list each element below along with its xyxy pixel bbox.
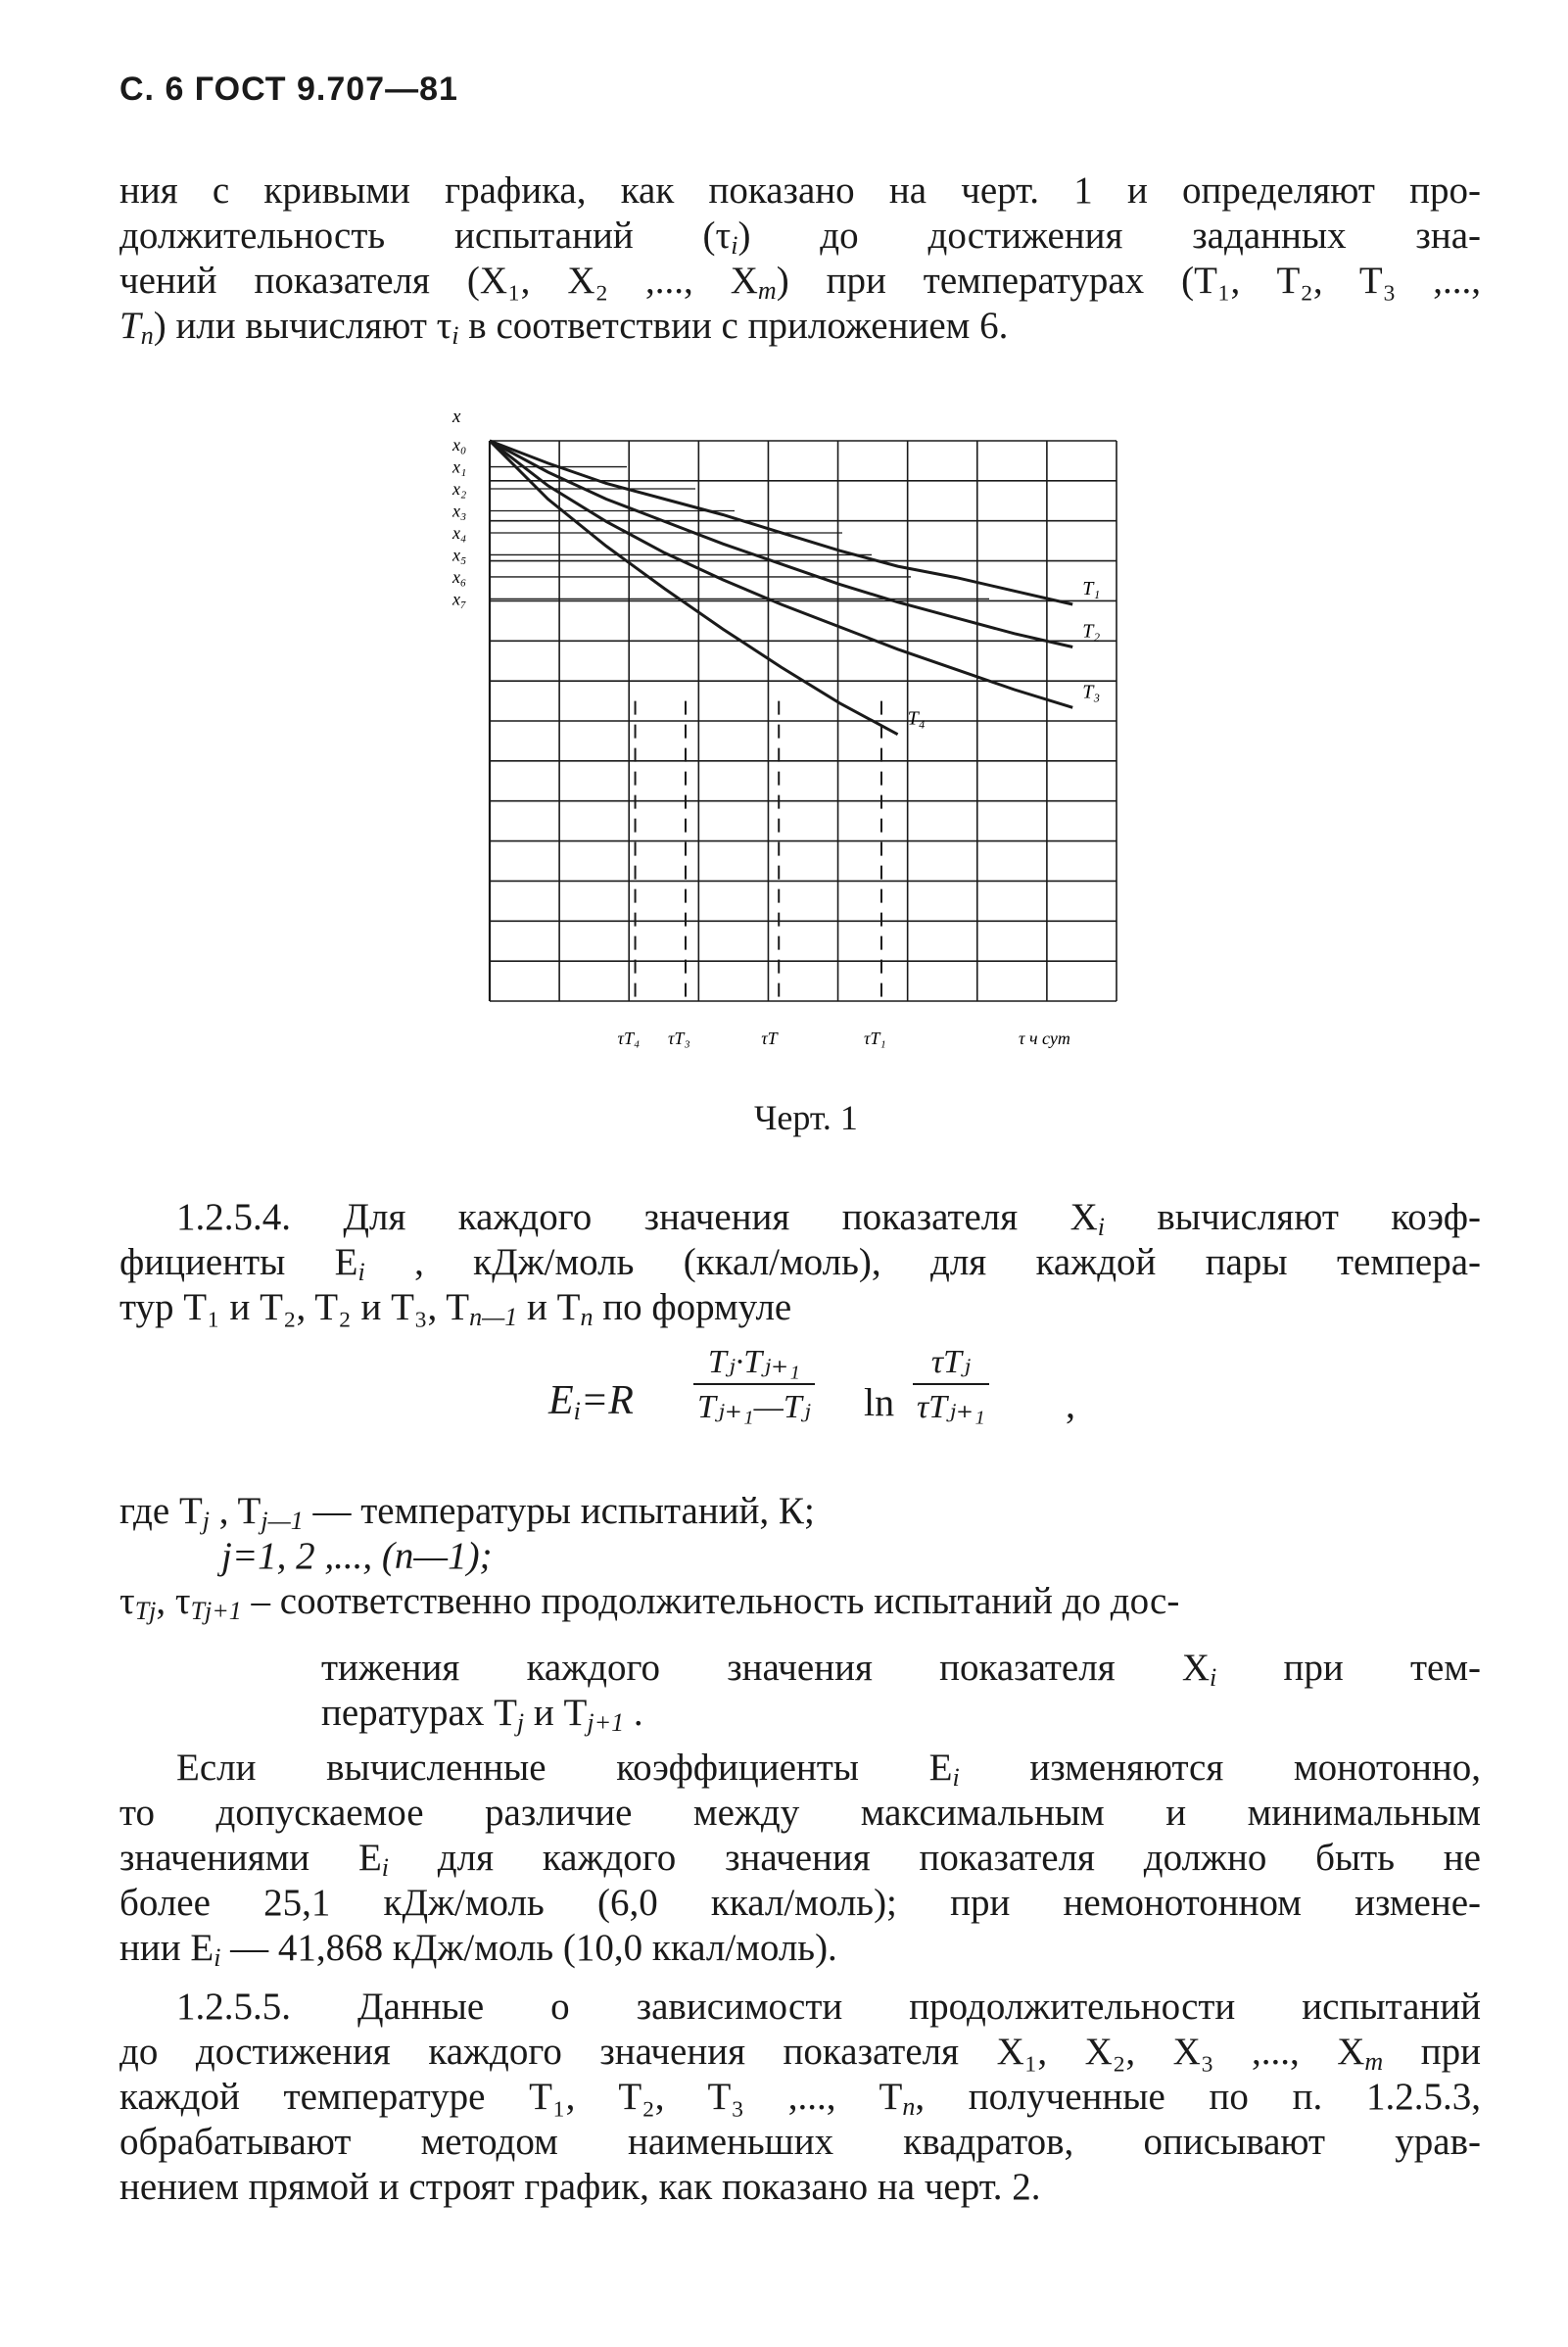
x-axis-label: τ ч сут: [1019, 1029, 1070, 1048]
x-tick-label: τT₃: [667, 1029, 690, 1048]
formula-denominator-2: τTⱼ₊₁: [917, 1389, 985, 1425]
para-mono-line-3: значениями $E_i$ для каждого значения показателя должно быть не: [119, 1837, 1481, 1882]
curve-label: T₁: [1082, 578, 1101, 600]
formula-numerator-2: τTⱼ: [930, 1344, 971, 1380]
para-1255-line-2: до достижения каждого значения показателя X₁, X₂, X₃ ,..., $X_m$ при: [119, 2031, 1481, 2076]
formula-ln: ln: [864, 1380, 895, 1424]
intro-line-2: должительность испытаний $(\tau_i)$ до достижения заданных зна-: [119, 215, 1481, 260]
x-tick-label: τT: [761, 1029, 778, 1048]
para-mono-line-5: нии $E_i$ — 41,868 кДж/моль (10,0 ккал/моль).: [119, 1927, 837, 1972]
y-tick-label: x₅: [452, 545, 467, 565]
y-tick-label: x₃: [452, 501, 467, 521]
formula-comma: ,: [1066, 1382, 1075, 1426]
para-1254-line-2: фициенты $E_i$ , кДж/моль (ккал/моль), для каждой пары темпера-: [119, 1241, 1481, 1286]
formula-fraction-durations: [913, 1342, 989, 1426]
para-1255-line-3: каждой температуре T₁, T₂, T₃ ,..., $T_n$, полученные по п. 1.2.5.3,: [119, 2076, 1481, 2121]
curve-label: T₃: [1082, 681, 1101, 703]
y-tick-label: x₇: [452, 589, 467, 609]
formula-numerator-1: Tⱼ·Tⱼ₊₁: [707, 1344, 800, 1380]
para-1255-line-1: 1.2.5.5. Данные о зависимости продолжительности испытаний: [176, 1986, 1481, 2028]
figure-1-chart: [431, 397, 1175, 1082]
where-line-4: тижения каждого значения показателя $X_i$ при тем-: [321, 1647, 1481, 1692]
formula-fraction-temperatures: [693, 1342, 815, 1426]
where-line-1: где $T_j$ , $T_{j—1}$ — температуры испытаний, К;: [119, 1490, 815, 1535]
y-tick-label: x₀: [452, 435, 467, 455]
para-1255-line-4: обрабатывают методом наименьших квадратов, описывают урав-: [119, 2121, 1481, 2163]
para-1254-line-3: тур T₁ и T₂, T₂ и T₃, $T_{n—1}$ и $T_n$ по формуле: [119, 1286, 792, 1331]
where-line-2: j=1, 2 ,..., (n—1);: [221, 1535, 493, 1577]
y-tick-label: x₆: [452, 566, 467, 587]
where-line-3: $\tau_{Tj}$, $\tau_{Tj+1}$ – соответственно продолжительность испытаний до дос-: [119, 1580, 1180, 1625]
x-tick-label: τT₁: [863, 1029, 886, 1048]
curve-T₂: [490, 441, 1072, 647]
where-line-5: пературах $T_j$ и $T_{j+1}$ .: [321, 1692, 643, 1737]
y-tick-label: x₄: [452, 522, 467, 543]
y-tick-label: x₂: [452, 479, 467, 500]
para-1255-line-5: нением прямой и строят график, как показано на черт. 2.: [119, 2166, 1041, 2208]
intro-line-1: ния с кривыми графика, как показано на черт. 1 и определяют про-: [119, 169, 1481, 212]
curve-label: T₄: [907, 707, 926, 730]
y-tick-label: x₁: [452, 456, 467, 477]
figure-caption: Черт. 1: [754, 1098, 858, 1137]
intro-line-3: чений показателя (X₁, X₂ ,..., $X_m$) при температурах (T₁, T₂, T₃ ,...,: [119, 260, 1481, 305]
para-1254-line-1: 1.2.5.4. Для каждого значения показателя $X_i$ вычисляют коэф-: [176, 1196, 1481, 1241]
curve-label: T₂: [1082, 620, 1101, 643]
para-mono-line-4: более 25,1 кДж/моль (6,0 ккал/моль); при немонотонном измене-: [119, 1882, 1481, 1924]
energy-formula: [548, 1342, 1097, 1469]
curve-T₄: [490, 441, 898, 735]
page-header: С. 6 ГОСТ 9.707—81: [119, 71, 458, 108]
formula-denominator-1: Tⱼ₊₁—Tⱼ: [697, 1389, 811, 1425]
para-mono-line-2: то допускаемое различие между максимальным и минимальным: [119, 1792, 1481, 1834]
formula-lhs: $E_i=R$: [548, 1378, 634, 1425]
para-mono-line-1: Если вычисленные коэффициенты $E_i$ изменяются монотонно,: [176, 1747, 1481, 1792]
intro-line-4: $T_n$) или вычисляют $\tau_i$ в соответствии с приложением 6.: [119, 305, 1009, 350]
x-tick-label: τT₄: [617, 1029, 641, 1048]
y-axis-label: x: [452, 407, 461, 427]
